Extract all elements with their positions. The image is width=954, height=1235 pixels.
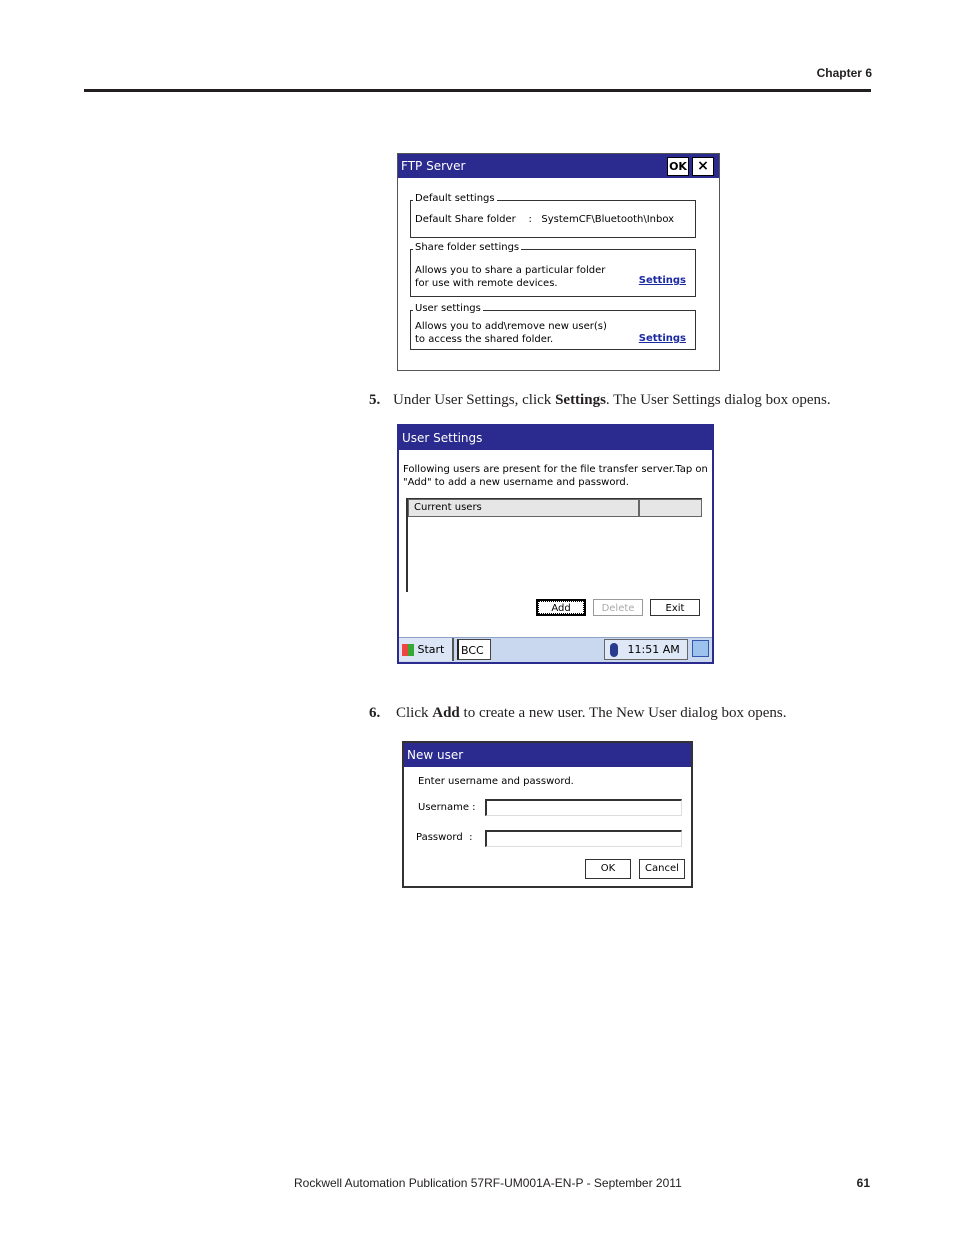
ok-button[interactable]: OK bbox=[585, 859, 631, 879]
user-settings-title-bar bbox=[399, 426, 712, 450]
taskbar bbox=[399, 637, 712, 662]
current-users-column-label: Current users bbox=[414, 502, 482, 513]
share-folder-desc-1: Allows you to share a particular folder bbox=[415, 265, 606, 276]
share-folder-settings-group bbox=[410, 242, 696, 297]
start-button[interactable] bbox=[399, 638, 454, 661]
footer-publication: Rockwell Automation Publication 57RF-UM001A-EN-P - September 2011 bbox=[294, 1176, 682, 1190]
user-settings-legend: User settings bbox=[415, 303, 481, 314]
add-button[interactable]: Add bbox=[536, 599, 586, 616]
cancel-button[interactable]: Cancel bbox=[639, 859, 685, 879]
username-label: Username : bbox=[418, 802, 476, 813]
step-5 bbox=[369, 392, 831, 409]
clock[interactable]: 11:51 AM bbox=[627, 643, 680, 656]
step-5-text-before: Under User Settings, click bbox=[393, 392, 556, 408]
bluetooth-icon[interactable] bbox=[610, 643, 618, 657]
chapter-label: Chapter 6 bbox=[816, 66, 872, 80]
new-user-prompt: Enter username and password. bbox=[418, 776, 574, 787]
share-folder-settings-link[interactable]: Settings bbox=[638, 275, 686, 286]
page-number: 61 bbox=[856, 1176, 870, 1190]
close-icon[interactable]: × bbox=[692, 157, 714, 176]
extra-column-header[interactable] bbox=[639, 499, 702, 517]
password-input[interactable] bbox=[485, 830, 682, 847]
default-settings-legend: Default settings bbox=[415, 193, 495, 204]
user-settings-window bbox=[397, 424, 714, 664]
default-settings-group bbox=[410, 193, 696, 238]
ftp-title: FTP Server bbox=[401, 159, 466, 173]
user-settings-title: User Settings bbox=[402, 431, 483, 445]
current-users-header[interactable] bbox=[408, 499, 639, 517]
step-6-text-after: to create a new user. The New User dialog box opens. bbox=[459, 705, 787, 721]
system-tray bbox=[604, 639, 688, 660]
username-input[interactable] bbox=[485, 799, 682, 816]
share-folder-desc-2: for use with remote devices. bbox=[415, 278, 558, 289]
delete-button[interactable]: Delete bbox=[593, 599, 643, 616]
step-6-text-before: Click bbox=[396, 705, 433, 721]
user-settings-group bbox=[410, 303, 696, 350]
user-settings-desc-1: Allows you to add\remove new user(s) bbox=[415, 321, 607, 332]
ok-button[interactable]: OK bbox=[667, 157, 689, 176]
exit-button[interactable]: Exit bbox=[650, 599, 700, 616]
step-6-number: 6. bbox=[369, 705, 381, 721]
step-5-number: 5. bbox=[369, 392, 381, 408]
share-folder-legend: Share folder settings bbox=[415, 242, 520, 253]
step-6-bold: Add bbox=[432, 705, 460, 721]
ftp-server-window bbox=[397, 153, 720, 371]
new-user-window bbox=[402, 741, 693, 888]
new-user-title-bar bbox=[404, 743, 691, 767]
taskbar-app-label: BCC bbox=[461, 644, 484, 657]
current-users-list[interactable] bbox=[406, 498, 702, 592]
user-settings-desc-2: to access the shared folder. bbox=[415, 334, 554, 345]
windows-flag-icon bbox=[402, 644, 414, 656]
taskbar-app-button[interactable] bbox=[457, 639, 491, 660]
user-settings-intro-1: Following users are present for the file transfer server.Tap on bbox=[403, 464, 708, 475]
start-label: Start bbox=[417, 643, 445, 656]
step-6 bbox=[369, 705, 787, 722]
new-user-title: New user bbox=[407, 748, 464, 762]
desktop-icon[interactable] bbox=[692, 640, 709, 657]
step-5-bold: Settings bbox=[555, 392, 606, 408]
step-5-text-after: . The User Settings dialog box opens. bbox=[605, 392, 831, 408]
default-share-folder-text: Default Share folder : SystemCF\Bluetooth\Inbox bbox=[415, 214, 675, 225]
user-settings-link[interactable]: Settings bbox=[638, 333, 686, 344]
password-label: Password : bbox=[416, 832, 473, 843]
user-settings-intro-2: "Add" to add a new username and password. bbox=[403, 477, 629, 488]
header-rule bbox=[84, 89, 871, 92]
